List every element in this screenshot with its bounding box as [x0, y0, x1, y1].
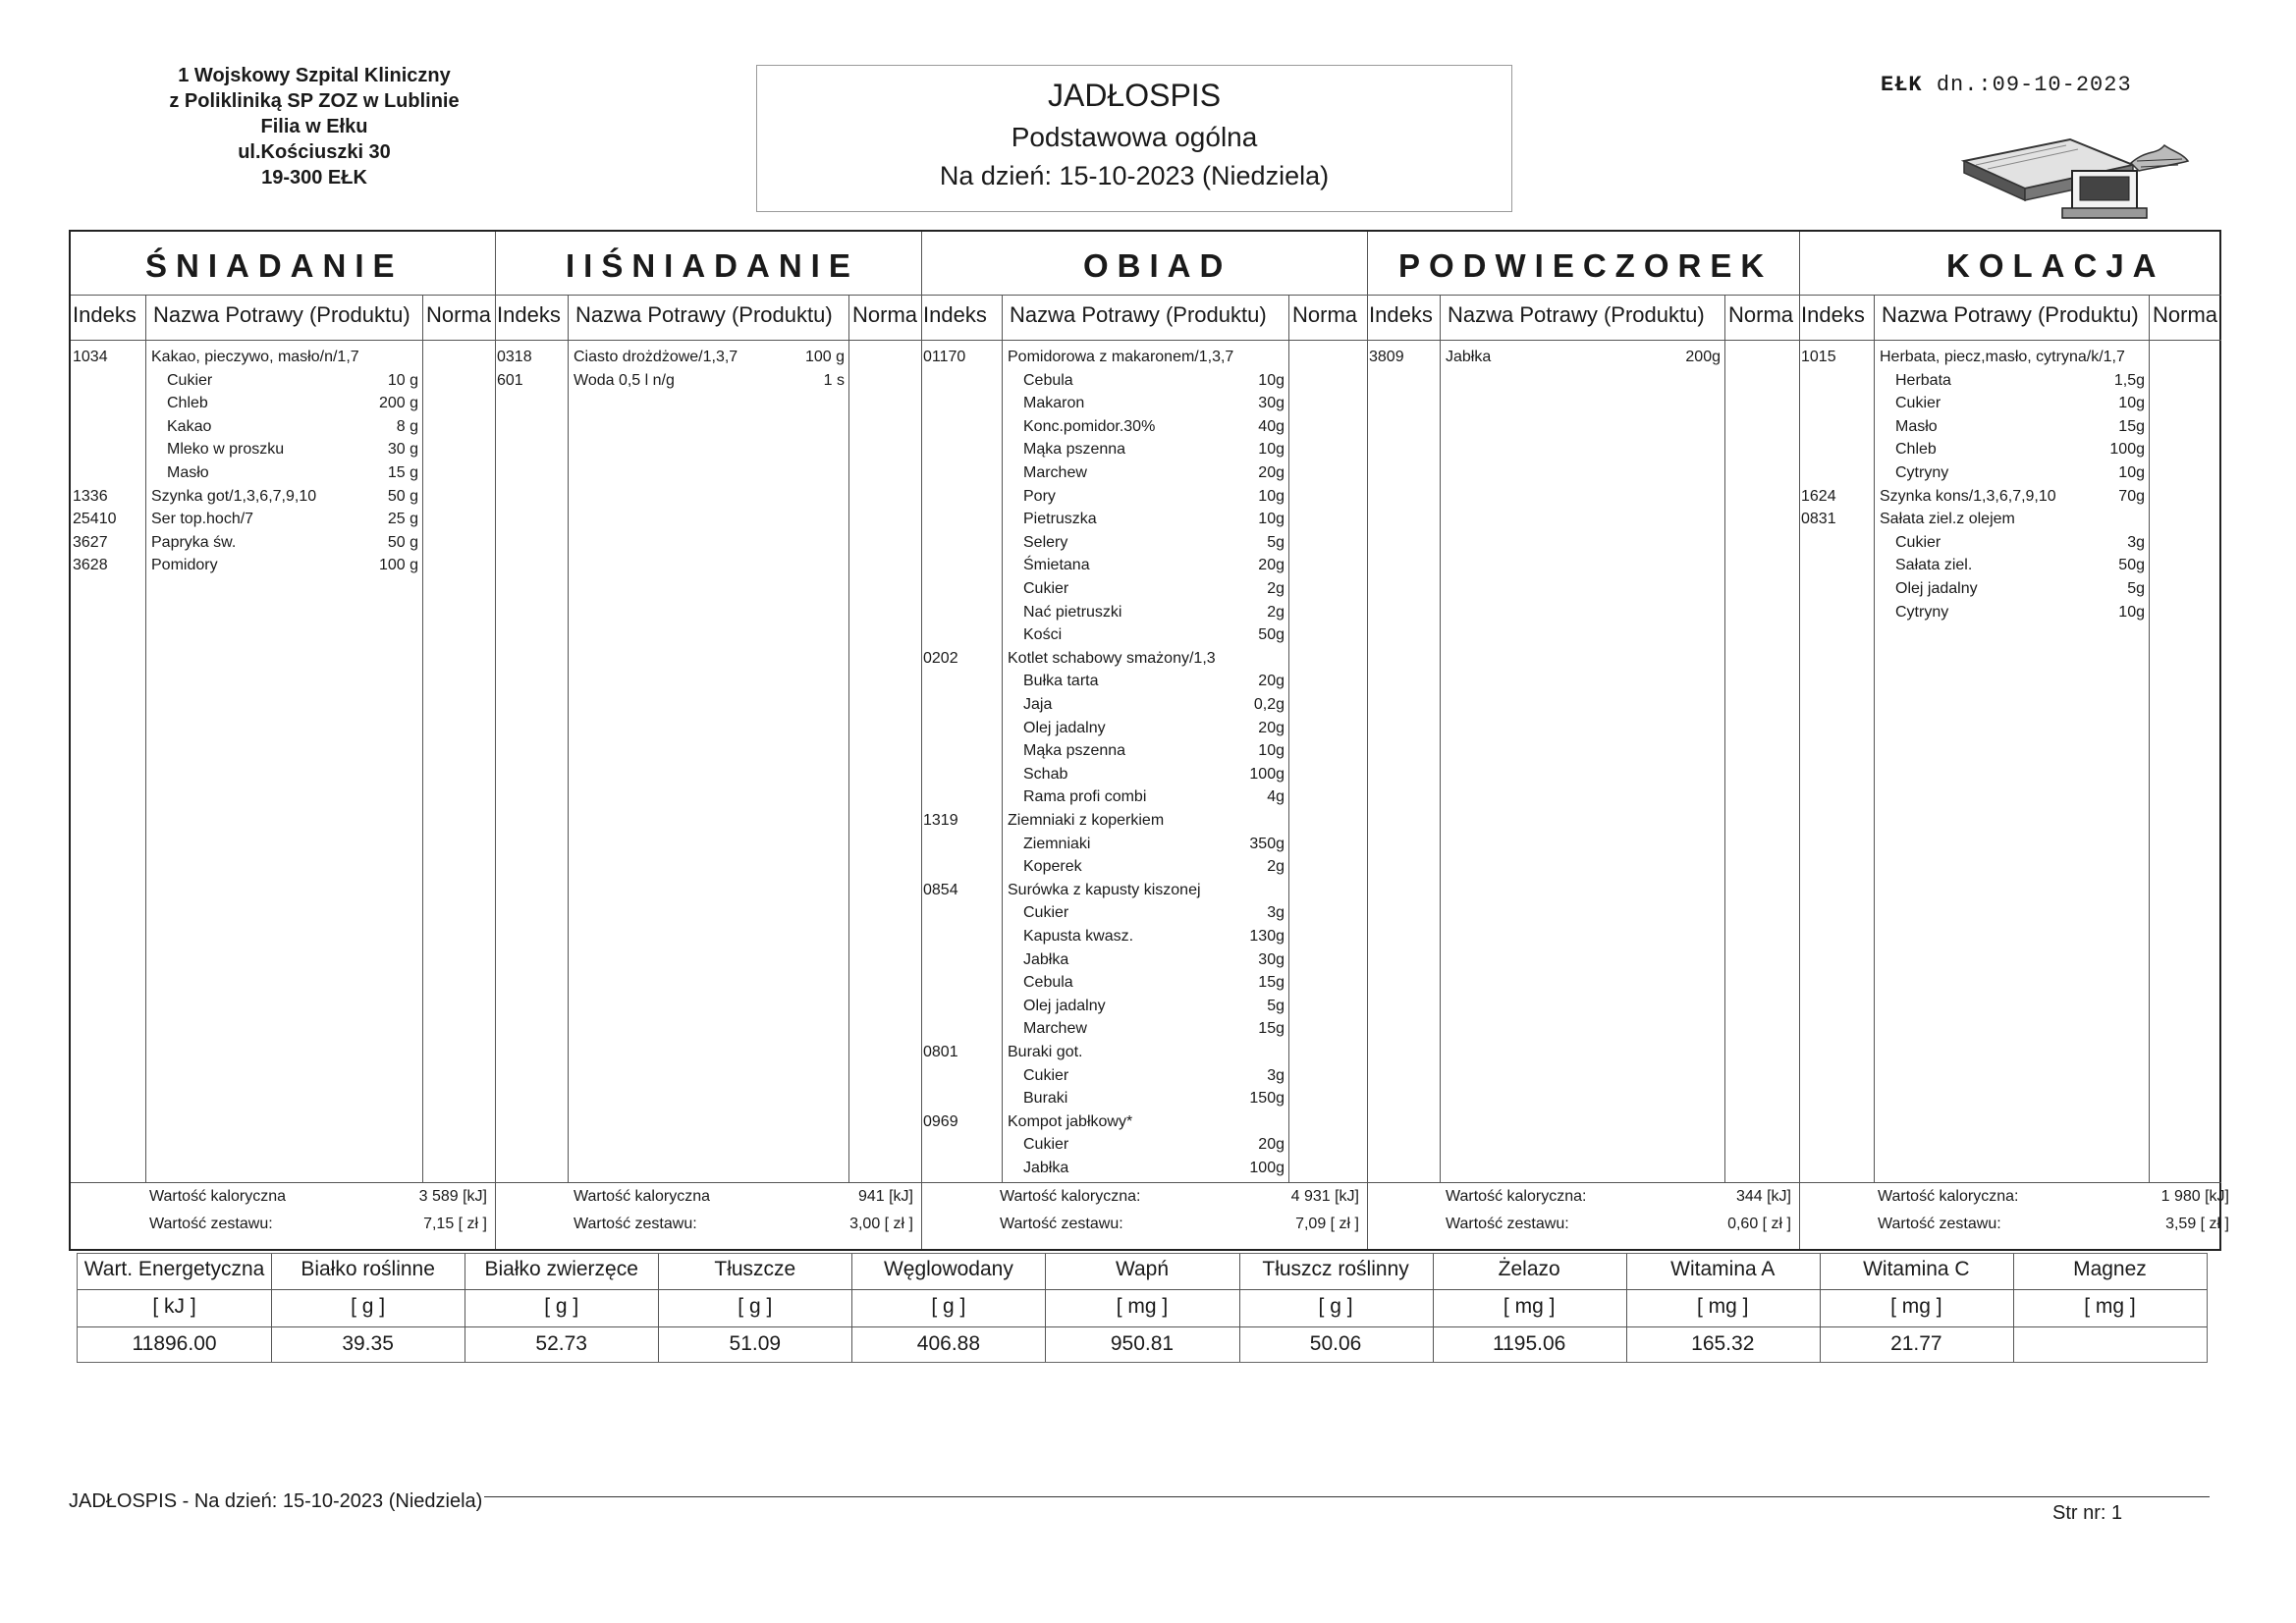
item-norm: 50 g	[387, 487, 418, 505]
calorie-label: Wartość kaloryczna:	[1446, 1188, 1587, 1205]
menu-item	[921, 440, 1367, 460]
menu-item	[495, 348, 921, 367]
item-name: Masło	[1895, 417, 1938, 435]
menu-item	[921, 394, 1367, 413]
menu-item	[495, 371, 921, 391]
hospital-line: ul.Kościuszki 30	[238, 141, 391, 163]
name-header: Nazwa Potrawy (Produktu)	[575, 302, 833, 327]
menu-item	[921, 1043, 1367, 1062]
item-norm: 2g	[1267, 858, 1285, 876]
nutrient-unit: [ g ]	[738, 1295, 773, 1318]
nutrient-value: 39.35	[342, 1332, 394, 1355]
item-name: Jabłka	[1023, 1160, 1069, 1176]
item-name: Pietruszka	[1023, 511, 1097, 528]
meal-title: OBIAD	[1083, 247, 1232, 284]
name-header: Nazwa Potrawy (Produktu)	[153, 302, 410, 327]
hospital-line: 1 Wojskowy Szpital Kliniczny	[178, 65, 451, 86]
menu-item	[921, 625, 1367, 645]
menu-item	[921, 672, 1367, 691]
item-name: Herbata	[1895, 371, 1951, 389]
issue-date-label: EŁK	[1881, 73, 1923, 97]
nutrient-name: Białko roślinne	[301, 1258, 435, 1280]
item-norm: 150g	[1249, 1090, 1285, 1108]
menu-item	[921, 510, 1367, 529]
issue-date	[1881, 73, 2132, 97]
meal-title: ŚNIADANIE	[145, 247, 404, 284]
item-name: Cytryny	[1895, 464, 1949, 481]
item-name: Cukier	[1023, 580, 1069, 597]
menu-item	[921, 741, 1367, 761]
item-norm: 5g	[2127, 580, 2145, 597]
item-index: 601	[497, 371, 523, 389]
menu-item	[921, 1159, 1367, 1178]
menu-item	[921, 881, 1367, 900]
cost-value: 0,60 [ zł ]	[1727, 1216, 1791, 1232]
item-index: 0318	[497, 349, 532, 365]
title-divider	[71, 295, 2221, 296]
nutrient-unit: [ g ]	[351, 1295, 386, 1318]
item-name: Sałata ziel.z olejem	[1880, 511, 2015, 528]
item-norm: 0,2g	[1253, 696, 1285, 713]
cost-value: 3,59 [ zł ]	[2165, 1216, 2229, 1232]
item-index: 0969	[923, 1112, 958, 1130]
item-norm: 10g	[2118, 603, 2145, 621]
menu-item	[1799, 348, 2237, 367]
cost-value: 7,15 [ zł ]	[423, 1216, 487, 1232]
nutrient-unit: [ g ]	[544, 1295, 579, 1318]
item-norm: 100g	[1249, 1160, 1285, 1176]
menu-item	[921, 787, 1367, 807]
item-norm: 10 g	[387, 371, 418, 389]
item-norm: 20g	[1258, 464, 1285, 481]
menu-item	[1799, 579, 2237, 599]
item-norm: 100g	[1249, 765, 1285, 783]
item-norm: 30g	[1258, 395, 1285, 412]
meal-divider	[1367, 232, 1368, 1249]
item-index: 3628	[73, 557, 108, 574]
item-norm: 25 g	[387, 511, 418, 528]
item-norm: 50g	[2118, 557, 2145, 574]
item-index: 1624	[1801, 487, 1836, 505]
index-header: Indeks	[497, 302, 561, 327]
nutrient-name: Witamina C	[1863, 1258, 1970, 1280]
item-norm: 2g	[1267, 603, 1285, 621]
menu-item	[921, 857, 1367, 877]
menu-item	[921, 1112, 1367, 1132]
item-norm: 3g	[1267, 1066, 1285, 1084]
nutrient-unit: [ kJ ]	[152, 1295, 196, 1318]
menu-item	[921, 417, 1367, 437]
item-name: Ziemniaki	[1023, 835, 1091, 852]
menu-item	[921, 1135, 1367, 1155]
item-name: Cukier	[167, 371, 213, 389]
item-index: 1319	[923, 812, 958, 829]
item-norm: 10g	[1258, 742, 1285, 760]
item-name: Olej jadalny	[1895, 580, 1978, 597]
item-name: Cebula	[1023, 371, 1073, 389]
menu-item	[1799, 371, 2237, 391]
menu-item	[1799, 440, 2237, 460]
item-norm: 350g	[1249, 835, 1285, 852]
nutrient-name: Białko zwierzęce	[484, 1258, 638, 1280]
menu-item	[921, 695, 1367, 715]
item-name: Woda 0,5 l n/g	[574, 371, 675, 389]
nutrient-name: Magnez	[2073, 1258, 2147, 1280]
menu-item	[71, 348, 495, 367]
norm-header: Norma	[426, 302, 492, 327]
item-name: Bułka tarta	[1023, 673, 1099, 690]
item-norm: 15g	[2118, 417, 2145, 435]
menu-item	[1799, 394, 2237, 413]
item-norm: 3g	[2127, 533, 2145, 551]
page-number: Str nr: 1	[2052, 1502, 2123, 1524]
menu-item	[1799, 510, 2237, 529]
item-name: Papryka św.	[151, 533, 237, 551]
item-name: Mąka pszenna	[1023, 742, 1126, 760]
menu-item	[921, 1019, 1367, 1039]
menu-item	[921, 603, 1367, 622]
item-name: Szynka kons/1,3,6,7,9,10	[1880, 487, 2056, 505]
nutrient-unit: [ mg ]	[1503, 1295, 1556, 1318]
calorie-value: 1 980 [kJ]	[2160, 1188, 2229, 1205]
item-name: Cukier	[1023, 1066, 1069, 1084]
item-name: Cukier	[1023, 1136, 1069, 1154]
diet-name: Podstawowa ogólna	[1011, 122, 1258, 152]
hospital-line: Filia w Ełku	[260, 116, 368, 137]
menu-item	[921, 835, 1367, 854]
index-header: Indeks	[1369, 302, 1433, 327]
item-norm: 40g	[1258, 417, 1285, 435]
item-name: Cukier	[1895, 395, 1941, 412]
menu-item	[1799, 533, 2237, 553]
item-norm: 5g	[1267, 533, 1285, 551]
menu-item	[921, 533, 1367, 553]
item-index: 0801	[923, 1044, 958, 1060]
item-name: Cukier	[1895, 533, 1941, 551]
menu-item	[71, 440, 495, 460]
item-name: Pomidory	[151, 557, 218, 574]
item-name: Olej jadalny	[1023, 997, 1106, 1014]
item-name: Cytryny	[1895, 603, 1949, 621]
book-computer-logo	[1954, 116, 2190, 224]
nutrient-value: 950.81	[1110, 1332, 1175, 1355]
item-name: Jabłka	[1023, 950, 1069, 968]
name-header: Nazwa Potrawy (Produktu)	[1882, 302, 2139, 327]
nutrient-name: Żelazo	[1498, 1258, 1560, 1280]
item-norm: 10g	[1258, 511, 1285, 528]
item-name: Konc.pomidor.30%	[1023, 417, 1156, 435]
cost-value: 3,00 [ zł ]	[849, 1216, 913, 1232]
nutrient-value: 406.88	[916, 1332, 981, 1355]
norm-column-divider	[848, 295, 849, 1182]
menu-item	[921, 463, 1367, 483]
nutrient-value: 1195.06	[1492, 1332, 1566, 1355]
item-index: 01170	[923, 349, 966, 365]
nutrient-name: Witamina A	[1670, 1258, 1776, 1280]
item-norm: 10g	[1258, 441, 1285, 459]
item-norm: 100 g	[378, 557, 418, 574]
menu-item	[921, 973, 1367, 993]
calorie-label: Wartość kaloryczna	[574, 1188, 710, 1205]
menu-item	[71, 556, 495, 575]
index-header: Indeks	[1801, 302, 1865, 327]
menu-item	[921, 903, 1367, 923]
item-norm: 20g	[1258, 557, 1285, 574]
index-header: Indeks	[923, 302, 987, 327]
item-name: Pory	[1023, 487, 1056, 505]
nutrient-name: Wapń	[1115, 1258, 1170, 1280]
item-norm: 15g	[1258, 1020, 1285, 1038]
nutrition-table	[77, 1253, 2208, 1363]
item-norm: 100g	[2109, 441, 2145, 459]
menu-item	[921, 1066, 1367, 1086]
item-name: Marchew	[1023, 1020, 1087, 1038]
item-name: Koperek	[1023, 858, 1082, 876]
menu-item	[921, 997, 1367, 1016]
item-name: Rama profi combi	[1023, 788, 1147, 806]
item-index: 0202	[923, 649, 958, 667]
item-name: Kotlet schabowy smażony/1,3	[1008, 649, 1216, 667]
item-name: Ciasto drożdżowe/1,3,7	[574, 349, 738, 365]
menu-item	[921, 649, 1367, 669]
item-name: Pomidorowa z makaronem/1,3,7	[1008, 349, 1234, 365]
menu-item	[71, 463, 495, 483]
item-name: Ziemniaki z koperkiem	[1008, 812, 1165, 829]
item-name: Masło	[167, 464, 209, 481]
item-norm: 8 g	[396, 417, 418, 435]
menu-item	[921, 487, 1367, 507]
cost-label: Wartość zestawu:	[1446, 1216, 1569, 1232]
item-index: 3809	[1369, 349, 1404, 365]
menu-item	[71, 394, 495, 413]
item-norm: 20g	[1258, 1136, 1285, 1154]
norm-header: Norma	[852, 302, 918, 327]
cost-label: Wartość zestawu:	[149, 1216, 273, 1232]
menu-table	[69, 230, 2229, 1251]
menu-item	[1799, 463, 2237, 483]
item-name: Cebula	[1023, 974, 1073, 992]
item-name: Mąka pszenna	[1023, 441, 1126, 459]
item-name: Mleko w proszku	[167, 441, 285, 459]
index-column-divider	[568, 295, 569, 1182]
item-norm: 10g	[1258, 371, 1285, 389]
item-index: 1034	[73, 349, 108, 365]
item-norm: 20g	[1258, 673, 1285, 690]
nutrition-row-divider	[78, 1289, 2207, 1290]
item-name: Surówka z kapusty kiszonej	[1008, 881, 1201, 898]
item-norm: 20g	[1258, 719, 1285, 736]
menu-item	[1799, 556, 2237, 575]
item-name: Selery	[1023, 533, 1068, 551]
item-norm: 4g	[1267, 788, 1285, 806]
menu-item	[921, 811, 1367, 831]
hospital-line: 19-300 EŁK	[261, 167, 367, 189]
menu-item	[921, 1089, 1367, 1109]
nutrient-unit: [ g ]	[931, 1295, 966, 1318]
item-index: 3627	[73, 533, 108, 551]
item-name: Marchew	[1023, 464, 1087, 481]
menu-item	[921, 765, 1367, 784]
nutrient-unit: [ mg ]	[1116, 1295, 1169, 1318]
item-index: 1336	[73, 487, 108, 505]
item-name: Herbata, piecz,masło, cytryna/k/1,7	[1880, 349, 2125, 365]
nutrient-value: 11896.00	[132, 1332, 217, 1355]
norm-header: Norma	[1292, 302, 1358, 327]
item-name: Buraki	[1023, 1090, 1068, 1108]
summary-divider	[71, 1182, 2221, 1183]
item-name: Buraki got.	[1008, 1044, 1083, 1060]
name-header: Nazwa Potrawy (Produktu)	[1010, 302, 1267, 327]
nutrient-unit: [ mg ]	[1890, 1295, 1942, 1318]
item-name: Chleb	[167, 395, 208, 412]
meal-title: IIŚNIADANIE	[566, 247, 859, 284]
nutrient-name: Wart. Energetyczna	[83, 1258, 265, 1280]
menu-item	[921, 719, 1367, 738]
calorie-value: 941 [kJ]	[857, 1188, 913, 1205]
footer-text: JADŁOSPIS - Na dzień: 15-10-2023 (Niedziela)	[69, 1490, 483, 1512]
item-norm: 130g	[1249, 928, 1285, 945]
item-norm: 200 g	[378, 395, 418, 412]
norm-column-divider	[1724, 295, 1725, 1182]
item-name: Olej jadalny	[1023, 719, 1106, 736]
cost-value: 7,09 [ zł ]	[1295, 1216, 1359, 1232]
item-name: Kakao	[167, 417, 212, 435]
item-norm: 30g	[1258, 950, 1285, 968]
menu-item	[1799, 417, 2237, 437]
calorie-value: 3 589 [kJ]	[418, 1188, 487, 1205]
item-name: Jabłka	[1446, 349, 1492, 365]
item-norm: 200g	[1685, 349, 1721, 365]
name-header: Nazwa Potrawy (Produktu)	[1448, 302, 1705, 327]
nutrient-value: 165.32	[1691, 1332, 1755, 1355]
item-norm: 5g	[1267, 997, 1285, 1014]
issue-date-value: dn.:09-10-2023	[1936, 73, 2132, 97]
menu-item	[71, 371, 495, 391]
item-name: Makaron	[1023, 395, 1085, 412]
menu-item	[71, 510, 495, 529]
item-name: Jaja	[1023, 696, 1053, 713]
menu-item	[921, 927, 1367, 947]
title-box	[756, 65, 1512, 212]
item-norm: 50g	[1258, 626, 1285, 644]
menu-item	[1799, 487, 2237, 507]
nutrient-name: Tłuszcze	[714, 1258, 796, 1280]
nutrient-unit: [ mg ]	[2084, 1295, 2136, 1318]
nutrition-row-divider	[78, 1326, 2207, 1327]
item-norm: 100 g	[804, 349, 845, 365]
item-norm: 50 g	[387, 533, 418, 551]
item-name: Ser top.hoch/7	[151, 511, 254, 528]
calorie-value: 344 [kJ]	[1735, 1188, 1791, 1205]
nutrient-value: 51.09	[729, 1332, 782, 1355]
menu-item	[921, 348, 1367, 367]
item-norm: 3g	[1267, 904, 1285, 922]
item-norm: 15 g	[387, 464, 418, 481]
menu-item	[921, 950, 1367, 970]
cost-label: Wartość zestawu:	[1878, 1216, 2001, 1232]
header-divider	[71, 340, 2221, 341]
menu-item	[1367, 348, 1799, 367]
cost-label: Wartość zestawu:	[574, 1216, 697, 1232]
item-name: Kakao, pieczywo, masło/n/1,7	[151, 349, 359, 365]
item-norm: 30 g	[387, 441, 418, 459]
item-name: Śmietana	[1023, 557, 1090, 574]
meal-title: KOLACJA	[1946, 247, 2165, 284]
item-norm: 15g	[1258, 974, 1285, 992]
item-name: Chleb	[1895, 441, 1937, 459]
nutrient-value: 50.06	[1309, 1332, 1362, 1355]
item-name: Schab	[1023, 765, 1068, 783]
item-norm: 1 s	[823, 371, 845, 389]
item-index: 1015	[1801, 349, 1836, 365]
index-column-divider	[1440, 295, 1441, 1182]
menu-item	[71, 487, 495, 507]
item-norm: 10g	[1258, 487, 1285, 505]
calorie-label: Wartość kaloryczna:	[1000, 1188, 1141, 1205]
item-name: Kapusta kwasz.	[1023, 928, 1134, 945]
menu-item	[921, 579, 1367, 599]
item-index: 25410	[73, 511, 117, 528]
nutrient-unit: [ mg ]	[1697, 1295, 1749, 1318]
item-norm: 1,5g	[2113, 371, 2145, 389]
nutrient-unit: [ g ]	[1318, 1295, 1353, 1318]
nutrient-name: Tłuszcz roślinny	[1262, 1258, 1409, 1280]
item-name: Sałata ziel.	[1895, 557, 1973, 574]
item-norm: 10g	[2118, 464, 2145, 481]
calorie-label: Wartość kaloryczna	[149, 1188, 286, 1205]
menu-item	[921, 556, 1367, 575]
item-name: Nać pietruszki	[1023, 603, 1122, 621]
meal-title: PODWIECZOREK	[1398, 247, 1774, 284]
norm-header: Norma	[2153, 302, 2218, 327]
menu-item	[1799, 603, 2237, 622]
nutrient-value: 52.73	[535, 1332, 587, 1355]
calorie-value: 4 931 [kJ]	[1290, 1188, 1359, 1205]
hospital-line: z Polikliniką SP ZOZ w Lublinie	[169, 90, 460, 112]
menu-item	[71, 533, 495, 553]
nutrient-value: 21.77	[1890, 1332, 1942, 1355]
item-norm: 10g	[2118, 395, 2145, 412]
item-name: Kości	[1023, 626, 1063, 644]
item-name: Cukier	[1023, 904, 1069, 922]
item-norm: 2g	[1267, 580, 1285, 597]
hospital-address	[118, 63, 511, 190]
item-index: 0831	[1801, 511, 1836, 528]
item-name: Kompot jabłkowy*	[1008, 1112, 1133, 1130]
menu-item	[71, 417, 495, 437]
index-header: Indeks	[73, 302, 137, 327]
calorie-label: Wartość kaloryczna:	[1878, 1188, 2019, 1205]
item-index: 0854	[923, 881, 958, 898]
cost-label: Wartość zestawu:	[1000, 1216, 1123, 1232]
menu-date: Na dzień: 15-10-2023 (Niedziela)	[939, 161, 1330, 190]
item-name: Szynka got/1,3,6,7,9,10	[151, 487, 317, 505]
item-norm: 70g	[2118, 487, 2145, 505]
norm-header: Norma	[1728, 302, 1794, 327]
nutrient-name: Węglowodany	[883, 1258, 1013, 1280]
document-title: JADŁOSPIS	[1047, 78, 1222, 113]
menu-item	[921, 371, 1367, 391]
